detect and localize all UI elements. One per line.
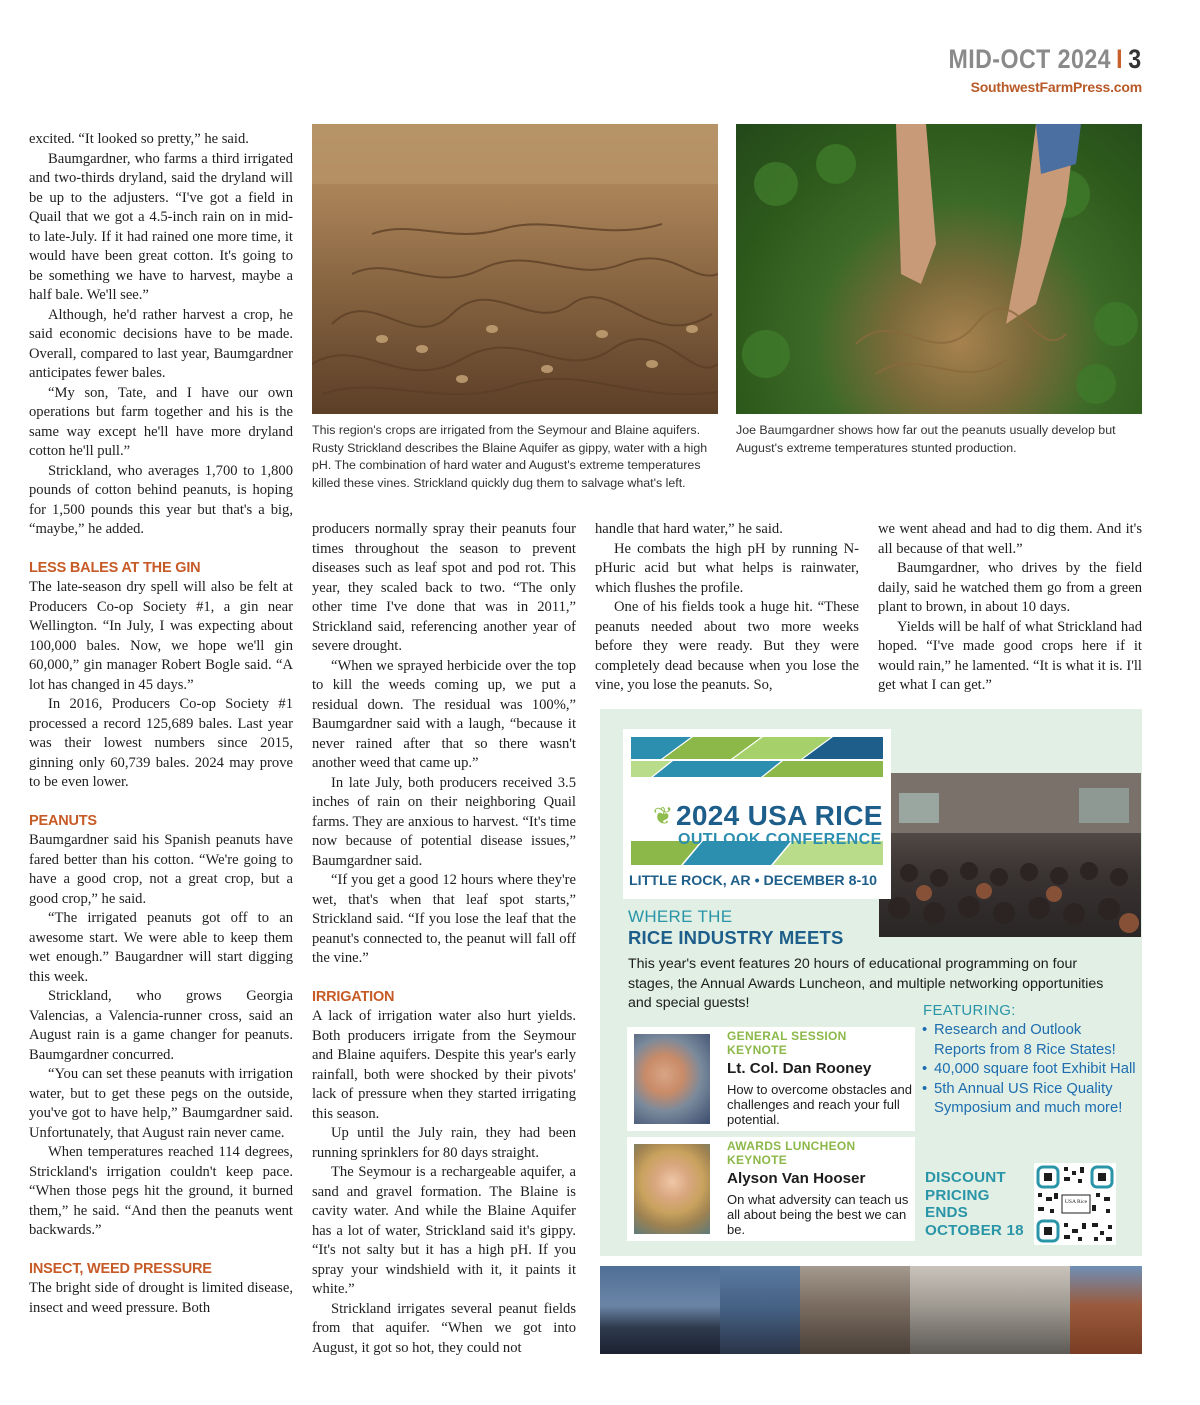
paragraph: The bright side of drought is limited disease, insect and weed pressure. Both	[29, 1280, 293, 1316]
paragraph: One of his fields took a huge hit. “These peanuts needed about two more weeks before they were ready. But they were completely dead because when you lose the vine, you lose the peanuts. So,	[595, 599, 859, 693]
right-photo-caption: Joe Baumgardner shows how far out the peanuts usually develop but August's extreme temperatures stunted production.	[736, 423, 1116, 455]
speaker-name: Alyson Van Hooser	[727, 1170, 866, 1187]
conference-logo	[623, 729, 891, 899]
speaker-card-rooney	[627, 1027, 915, 1131]
left-photo-caption: This region's crops are irrigated from the Seymour and Blaine aquifers. Rusty Strickland describes the Blaine Aquifer as gippy, water with a high pH. The combination of hard water and August's extreme temperatures killed these vines. Strickland quickly dug them to salvage what's left.	[312, 423, 708, 490]
paragraph: In 2016, Producers Co-op Society #1 processed a record 125,689 bales. Last year was their lowest numbers since 2015, ginning only 60,739 bales. 2024 may prove to be even lower.	[29, 696, 293, 790]
subhead-irrigation: IRRIGATION	[312, 988, 395, 1005]
paragraph: When temperatures reached 114 degrees, Strickland's irrigation couldn't keep pace. “When those pegs hit the ground, it burned them,” he said. “And then the peanuts went backwards.”	[29, 1144, 293, 1238]
hands-peanut-plant-photo	[736, 124, 1142, 414]
discount-deadline: DISCOUNT PRICING ENDS OCTOBER 18	[925, 1169, 1024, 1239]
speaker-name: Lt. Col. Dan Rooney	[727, 1060, 872, 1077]
speaker-portrait	[634, 1144, 710, 1234]
paragraph: He combats the high pH by running N-pHuric acid but what helps is rainwater, which flushes the profile.	[595, 540, 859, 596]
conference-title: 2024 USA RICE	[676, 800, 883, 831]
usa-rice-conference-ad[interactable]	[600, 709, 1142, 1256]
issue-date: MID-OCT 2024	[948, 44, 1112, 74]
subhead-insect-weed: INSECT, WEED PRESSURE	[29, 1260, 212, 1277]
paragraph: Strickland irrigates several peanut fields from that aquifer. “When we got into August, it got so hot, they could not	[312, 1300, 576, 1356]
paragraph: The late-season dry spell will also be felt at Producers Co-op Society #1, a gin near Wellington. “In July, I was expecting about 100,000 bales. Now, we hope we'll gin 60,000,” gin manager Robert Bogle said. “A lot has changed in 45 days.”	[29, 579, 293, 693]
paragraph: producers normally spray their peanuts four times throughout the season to prevent diseases such as leaf spot and pod rot. This year, they scaled back to two. “The only other time I've done that was in 2011,” Strickland said, referencing another year of severe drought.	[312, 521, 576, 654]
page-number: 3	[1128, 44, 1142, 74]
featuring-label: FEATURING:	[923, 1002, 1016, 1019]
page-header	[917, 44, 1142, 95]
article-column-3	[595, 520, 859, 696]
ad-description: This year's event features 20 hours of educational programming on four stages, the Annual Awards Luncheon, and multiple networking opportunities and special guests!	[628, 956, 1104, 1011]
paragraph: “You can set these peanuts with irrigation water, but to get these pegs on the outside, you've got to have help,” Baumgardner said. Unfortunately, that August rain never came.	[29, 1066, 293, 1141]
speaker-description: On what adversity can teach us all about being the best we can be.	[727, 1192, 909, 1237]
tagline-line-1: WHERE THE	[628, 907, 733, 926]
paragraph: “My son, Tate, and I have our own operations but farm together and his is the same way except he'll have more dryland cotton he'll pull.”	[29, 384, 293, 459]
paragraph: “When we sprayed herbicide over the top to kill the weeds coming up, we put a residual down. The residual was 100%,” Baumgardner said with a laugh, “because it never rained after that so there wasn't another weed that came up.”	[312, 657, 576, 771]
paragraph: “If you get a good 12 hours where they're wet, that's when that leaf spot starts,” Strickland said. “If you lose the leaf that the peanut's connected to, the peanut will fall off the vine.”	[312, 872, 576, 966]
audience-photo	[800, 1266, 910, 1354]
speaker-card-van-hooser	[627, 1137, 915, 1241]
website-link[interactable]: SouthwestFarmPress.com	[970, 79, 1142, 95]
article-column-4	[878, 520, 1142, 696]
paragraph: “The irrigated peanuts got off to an awesome start. We were able to keep them wet enough.” Baugardner will start digging this week.	[29, 910, 293, 985]
speaker-portrait	[634, 1034, 710, 1124]
paragraph: Baumgardner, who farms a third irrigated and two-thirds dryland, said the dryland will be up to the adjusters. “I've got a field in Quail that we got a 4.5-inch rain on in mid- to late-July. If it had rained one more time, it would have been great cotton. It's going to be something we have to harvest, maybe a half bale. We'll see.”	[29, 150, 293, 303]
speaker-role: AWARDS LUNCHEON KEYNOTE	[727, 1139, 856, 1167]
speaker-description: How to overcome obstacles and challenges and reach your full potential.	[727, 1082, 912, 1127]
paragraph: Baumgardner, who drives by the field daily, said he watched them go from a green plant to brown, in about 10 days.	[878, 560, 1142, 615]
audience-illustration	[879, 773, 1141, 937]
article-column-1	[29, 130, 293, 1318]
tagline-line-2: RICE INDUSTRY MEETS	[628, 927, 844, 948]
rice-stalk-icon: ❦	[653, 803, 674, 830]
subhead-peanuts: PEANUTS	[29, 812, 97, 829]
article-column-2	[312, 520, 576, 1358]
exhibit-hall-photo	[910, 1266, 1070, 1354]
paragraph: Although, he'd rather harvest a crop, he said economic decisions have to be made. Overall, compared to last year, Baumgardner anticipates fewer bales.	[29, 306, 293, 381]
featuring-item: • 5th Annual US Rice Quality Symposium and much more!	[922, 1080, 1137, 1119]
paragraph: Strickland, who grows Georgia Valencias, a Valencia-runner cross, said an August rain is a game changer for peanuts. Baumgardner concurred.	[29, 988, 293, 1063]
conference-location-date: LITTLE ROCK, AR • DECEMBER 8-10	[629, 873, 878, 889]
paragraph: Baumgardner said his Spanish peanuts have fared better than his cotton. “We're going to have a good crop, not a great crop, but a good crop,” he said.	[29, 832, 293, 907]
convention-center-photo	[1070, 1266, 1142, 1354]
paragraph: we went ahead and had to dig them. And it's all because of that well.”	[878, 521, 1142, 557]
paragraph: handle that hard water,” he said.	[595, 521, 783, 537]
hands-plant-illustration	[736, 124, 1142, 414]
little-rock-skyline-photo	[600, 1266, 720, 1354]
bridge-photo	[720, 1266, 800, 1354]
paragraph: excited. “It looked so pretty,” he said.	[29, 131, 249, 147]
issue-line	[949, 44, 1142, 75]
conference-audience-photo	[879, 773, 1141, 937]
peanut-vines-illustration	[312, 124, 718, 414]
featuring-item: • Research and Outlook Reports from 8 Rice States!	[922, 1021, 1137, 1060]
conference-subtitle: OUTLOOK CONFERENCE	[678, 831, 882, 848]
conference-photo-strip	[600, 1266, 1142, 1354]
subhead-less-bales: LESS BALES AT THE GIN	[29, 559, 201, 576]
paragraph: In late July, both producers received 3.5 inches of rain on their neighboring Quail farms. They are anxious to harvest. “It's time now because of potential disease issues,” Baumgardner said.	[312, 774, 576, 869]
featuring-item: • 40,000 square foot Exhibit Hall	[922, 1060, 1137, 1080]
featuring-list	[922, 1021, 1137, 1119]
paragraph: The Seymour is a rechargeable aquifer, a sand and gravel formation. The Blaine is cavity water. And while the Blaine Aquifer has a lot of water, Strickland said it's gippy. “It's not salty but it has a high pH. If you spray your windshield with it, it paints it white.”	[312, 1164, 576, 1297]
registration-qr-code[interactable]	[1034, 1163, 1116, 1245]
paragraph: Up until the July rain, they had been running sprinklers for 80 days straight.	[312, 1125, 576, 1161]
qr-logo-text: USA Rice	[1064, 1199, 1088, 1205]
paragraph: Yields will be half of what Strickland had hoped. “I've made good crops here if it would rain,” he lamented. “It is what it is. I'll get what I can get.”	[878, 618, 1142, 693]
header-separator: I	[1116, 44, 1124, 74]
dead-peanut-vines-photo	[312, 124, 718, 414]
paragraph: A lack of irrigation water also hurt yields. Both producers irrigate from the Seymour and Blaine aquifers. Despite this year's early rainfall, both were shocked by their pivots' lack of pressure when they started irrigating this season.	[312, 1008, 576, 1122]
speaker-role: GENERAL SESSION KEYNOTE	[727, 1029, 847, 1057]
paragraph: Strickland, who averages 1,700 to 1,800 pounds of cotton behind peanuts, is hoping for 1,500 pounds this year but that's a big, “maybe,” he added.	[29, 462, 293, 537]
